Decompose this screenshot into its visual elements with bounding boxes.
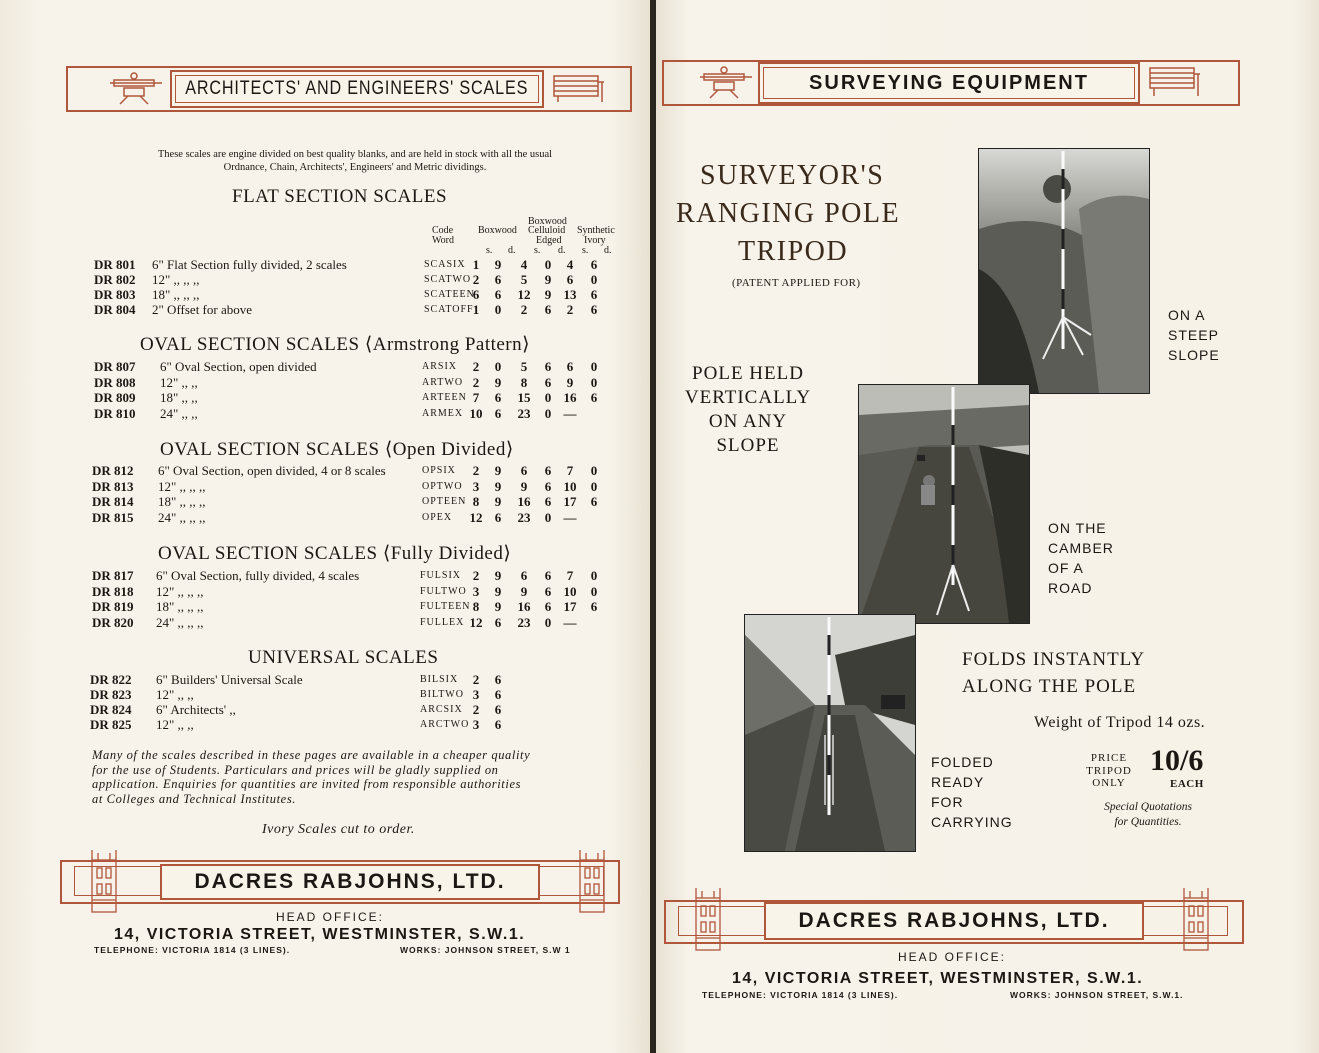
price-cell: 12 — [469, 509, 483, 525]
price-cell: 0 — [494, 359, 502, 374]
price-cell: 4 — [566, 257, 574, 272]
price-cell: 2 — [472, 568, 480, 583]
price-cell: 12 — [469, 614, 483, 630]
item-description: 18" ,, ,, ,, — [152, 287, 200, 302]
code-word: ARCTWO — [420, 719, 470, 730]
price-cell: — — [563, 405, 577, 421]
col-syn2: Ivory — [584, 235, 606, 246]
code-word: SCATWO — [424, 274, 472, 285]
code-word: ARSIX — [422, 361, 458, 372]
price-cell: 6 — [544, 568, 552, 583]
price-cell: 0 — [544, 509, 552, 525]
note-line-4: at Colleges and Technical Institutes. — [92, 791, 297, 806]
item-description: 12" ,, ,, ,, — [158, 478, 206, 494]
photo-folded — [744, 614, 916, 852]
drawing-table-icon — [1146, 64, 1202, 98]
price-cell: 2 — [472, 672, 480, 687]
price-cell: 16 — [517, 494, 531, 509]
theodolite-icon — [106, 70, 166, 106]
catalogue-number: DR 818 — [92, 583, 134, 599]
drawing-table-icon — [550, 72, 606, 104]
code-word: SCASIX — [424, 259, 466, 270]
price-cell: 0 — [544, 614, 552, 630]
item-description: 18" ,, ,, — [160, 390, 198, 405]
code-word: BILTWO — [420, 689, 464, 700]
price-cell: 6 — [494, 614, 502, 630]
col-s: s. — [486, 245, 493, 256]
col-word: Word — [432, 235, 454, 246]
code-word: OPEX — [422, 511, 453, 523]
item-description: 12" ,, ,, — [156, 687, 194, 702]
price-cell: 0 — [590, 583, 598, 599]
price-cell: 16 — [563, 390, 577, 405]
price-cell: 0 — [590, 359, 598, 374]
price-cell: 6 — [494, 405, 502, 421]
code-word: FULSIX — [420, 570, 462, 581]
price-cell: 3 — [472, 478, 480, 494]
price-cell: 0 — [590, 272, 598, 287]
price-cell: 6 — [590, 390, 598, 405]
price-cell: 6 — [494, 702, 502, 717]
code-word: OPSIX — [422, 465, 456, 476]
folds-instantly: FOLDS INSTANTLY ALONG THE POLE — [962, 649, 1146, 697]
photo-steep-slope — [978, 148, 1150, 394]
code-word: FULTWO — [420, 585, 467, 597]
price-cell: 8 — [520, 374, 528, 390]
price-cell: 6 — [544, 599, 552, 614]
catalogue-number: DR 804 — [94, 302, 136, 317]
item-description: 6" Oval Section, open divided — [160, 359, 317, 374]
price-cell: 6 — [590, 494, 598, 509]
price-cell: 12 — [517, 287, 531, 302]
price-cell: 9 — [494, 599, 502, 614]
price-cell: 1 — [472, 302, 480, 317]
item-description: 12" ,, ,, — [160, 374, 198, 390]
photo-camber-road — [858, 384, 1030, 624]
right-address: 14, VICTORIA STREET, WESTMINSTER, S.W.1. — [732, 970, 1144, 987]
catalogue-number: DR 810 — [94, 405, 136, 421]
price-cell: 6 — [590, 599, 598, 614]
price-cell: 6 — [494, 272, 502, 287]
price-cell: 0 — [544, 405, 552, 421]
price-cell: 9 — [494, 463, 502, 478]
left-works: WORKS: JOHNSON STREET, S.W 1 — [400, 945, 571, 955]
price-cell: 6 — [494, 287, 502, 302]
item-description: 12" ,, ,, ,, — [152, 272, 200, 287]
right-telephone: TELEPHONE: VICTORIA 1814 (3 LINES). — [702, 990, 899, 1000]
catalogue-number: DR 814 — [92, 494, 134, 509]
product-title-line-3: TRIPOD — [738, 236, 849, 267]
intro-line-2: Ordnance, Chain, Architects', Engineers' and Metric dividings. — [223, 162, 487, 173]
col-bc1: Boxwood — [528, 216, 567, 227]
item-description: 6" Builders' Universal Scale — [156, 672, 303, 687]
code-word: ARTEEN — [422, 392, 467, 403]
left-page — [0, 0, 650, 1053]
intro-text — [60, 148, 650, 174]
left-header-title: ARCHITECTS' AND ENGINEERS' SCALES — [185, 78, 529, 99]
item-description: 18" ,, ,, ,, — [158, 494, 206, 509]
item-description: 12" ,, ,, ,, — [156, 583, 204, 599]
item-description: 6" Architects' ,, — [156, 702, 236, 717]
oval-fully-title: OVAL SECTION SCALES ⟨Fully Divided⟩ — [158, 543, 512, 564]
oval-open-title: OVAL SECTION SCALES ⟨Open Divided⟩ — [160, 439, 514, 460]
col-code: Code — [432, 225, 454, 236]
price-cell: 10 — [563, 478, 577, 494]
price-value: 10/6 — [1150, 744, 1204, 777]
caption-folded: FOLDED READY FOR CARRYING — [931, 754, 1013, 830]
price-cell: 6 — [566, 272, 574, 287]
price-cell: 0 — [590, 374, 598, 390]
price-cell: 17 — [563, 494, 577, 509]
price-cell: 16 — [517, 599, 531, 614]
left-address: 14, VICTORIA STREET, WESTMINSTER, S.W.1. — [114, 926, 526, 943]
price-each: EACH — [1170, 778, 1204, 790]
col-bc3: Edged — [536, 235, 562, 246]
right-footer-banner — [664, 884, 1244, 954]
col-d: d. — [604, 245, 612, 256]
students-note — [92, 748, 608, 806]
price-cell: 9 — [544, 287, 552, 302]
price-cell: 2 — [520, 302, 528, 317]
price-cell: 1 — [472, 257, 480, 272]
price-cell: 0 — [590, 478, 598, 494]
catalogue-number: DR 819 — [92, 599, 134, 614]
price-cell: 2 — [472, 463, 480, 478]
price-cell: 9 — [494, 478, 502, 494]
catalogue-number: DR 803 — [94, 287, 136, 302]
price-cell: 6 — [544, 302, 552, 317]
price-cell: 6 — [494, 509, 502, 525]
special-line-1: Special Quotations — [1104, 801, 1192, 813]
code-word: ARMEX — [422, 407, 464, 419]
price-cell: 3 — [472, 687, 480, 702]
item-description: 6" Flat Section fully divided, 2 scales — [152, 257, 347, 272]
price-cell: 6 — [566, 359, 574, 374]
note-line-1: Many of the scales described in these pages are available in a cheaper quality — [92, 748, 531, 762]
price-cell: 7 — [566, 463, 574, 478]
price-cell: 9 — [494, 257, 502, 272]
price-cell: 9 — [520, 478, 528, 494]
price-cell: 6 — [494, 672, 502, 687]
special-quotations — [1086, 800, 1210, 830]
col-s: s. — [534, 245, 541, 256]
catalogue-number: DR 809 — [94, 390, 136, 405]
oval-armstrong-title: OVAL SECTION SCALES ⟨Armstrong Pattern⟩ — [140, 334, 531, 355]
product-title-line-1: SURVEYOR'S — [700, 160, 885, 191]
catalogue-number: DR 813 — [92, 478, 134, 494]
price-cell: 6 — [544, 359, 552, 374]
price-cell: 17 — [563, 599, 577, 614]
price-cell: 8 — [472, 494, 480, 509]
price-cell: 0 — [544, 257, 552, 272]
catalogue-number: DR 815 — [92, 509, 134, 525]
col-syn1: Synthetic — [577, 225, 615, 236]
price-cell: 6 — [544, 494, 552, 509]
left-footer-banner — [60, 846, 620, 916]
patent-note: (PATENT APPLIED FOR) — [732, 277, 861, 289]
cathedral-icon — [688, 884, 728, 952]
catalogue-number: DR 802 — [94, 272, 136, 287]
code-word: FULLEX — [420, 616, 465, 628]
price-cell: 23 — [517, 509, 531, 525]
price-cell: 2 — [472, 374, 480, 390]
price-cell: 9 — [566, 374, 574, 390]
code-word: ARTWO — [422, 376, 464, 388]
theodolite-icon — [696, 64, 756, 100]
price-cell: 6 — [520, 568, 528, 583]
price-cell: 9 — [494, 494, 502, 509]
catalogue-number: DR 822 — [90, 672, 132, 687]
caption-steep-slope: ON A STEEP SLOPE — [1168, 307, 1220, 363]
price-cell: 6 — [544, 478, 552, 494]
flat-section-title: FLAT SECTION SCALES — [232, 186, 448, 207]
price-cell: 6 — [472, 287, 480, 302]
price-cell: 6 — [544, 583, 552, 599]
catalogue-number: DR 808 — [94, 374, 136, 390]
price-cell: 23 — [517, 405, 531, 421]
code-word: SCATOFF — [424, 304, 474, 315]
item-description: 24" ,, ,, ,, — [156, 614, 204, 630]
catalogue-number: DR 801 — [94, 257, 136, 272]
item-description: 2" Offset for above — [152, 302, 253, 317]
catalogue-number: DR 812 — [92, 463, 134, 478]
price-cell: 6 — [544, 463, 552, 478]
item-description: 6" Oval Section, fully divided, 4 scales — [156, 568, 360, 583]
price-cell: 6 — [494, 390, 502, 405]
right-page — [656, 0, 1319, 1053]
item-description: 24" ,, ,, ,, — [158, 509, 206, 525]
catalogue-number: DR 823 — [90, 687, 132, 702]
price-cell: — — [563, 614, 577, 630]
code-word: ARCSIX — [420, 704, 463, 715]
product-title-line-2: RANGING POLE — [676, 198, 901, 229]
price-cell: 2 — [566, 302, 574, 317]
caption-pole-vertical: POLE HELD VERTICALLY ON ANY SLOPE — [684, 363, 812, 456]
right-header-title: SURVEYING EQUIPMENT — [809, 71, 1089, 94]
price-cell: 6 — [494, 717, 502, 732]
note-line-2: for the use of Students. Particulars and prices will be gladly supplied on — [92, 762, 499, 777]
price-cell: 6 — [544, 374, 552, 390]
cathedral-icon — [1176, 884, 1216, 952]
catalogue-number: DR 824 — [90, 702, 132, 717]
catalogue-number: DR 817 — [92, 568, 134, 583]
catalogue-number: DR 825 — [90, 717, 132, 732]
ivory-note: Ivory Scales cut to order. — [262, 822, 415, 837]
price-cell: 15 — [517, 390, 531, 405]
price-cell: 9 — [494, 568, 502, 583]
code-word: SCATEEN — [424, 289, 475, 300]
price-cell: 2 — [472, 272, 480, 287]
price-cell: 3 — [472, 583, 480, 599]
code-word: BILSIX — [420, 674, 459, 685]
right-header-banner — [662, 60, 1240, 106]
price-cell: 3 — [472, 717, 480, 732]
code-word: OPTWO — [422, 480, 463, 492]
column-headers — [420, 215, 630, 260]
item-description: 6" Oval Section, open divided, 4 or 8 scales — [158, 463, 386, 478]
col-d: d. — [508, 245, 516, 256]
col-boxwood: Boxwood — [478, 225, 517, 236]
left-head-office: HEAD OFFICE: — [276, 910, 385, 924]
price-cell: 23 — [517, 614, 531, 630]
price-cell: — — [563, 509, 577, 525]
price-cell: 0 — [590, 463, 598, 478]
price-cell: 4 — [520, 257, 528, 272]
price-cell: 10 — [563, 583, 577, 599]
price-cell: 6 — [590, 302, 598, 317]
price-cell: 5 — [520, 272, 528, 287]
cathedral-icon — [572, 846, 612, 914]
item-description: 12" ,, ,, — [156, 717, 194, 732]
right-works: WORKS: JOHNSON STREET, S.W.1. — [1010, 990, 1184, 1000]
right-head-office: HEAD OFFICE: — [898, 950, 1007, 964]
universal-title: UNIVERSAL SCALES — [248, 647, 439, 668]
price-cell: 5 — [520, 359, 528, 374]
price-cell: 10 — [469, 405, 483, 421]
caption-camber-road: ON THE CAMBER OF A ROAD — [1048, 520, 1114, 596]
catalogue-number: DR 820 — [92, 614, 134, 630]
price-cell: 6 — [494, 687, 502, 702]
col-d: d. — [558, 245, 566, 256]
code-word: FULTEEN — [420, 601, 471, 612]
tripod-weight: Weight of Tripod 14 ozs. — [1034, 714, 1206, 731]
special-line-2: for Quantities. — [1114, 816, 1182, 828]
catalogue-number: DR 807 — [94, 359, 136, 374]
col-bc2: Celluloid — [528, 225, 566, 236]
code-word: OPTEEN — [422, 496, 467, 507]
price-cell: 9 — [494, 583, 502, 599]
price-cell: 13 — [563, 287, 577, 302]
price-cell: 2 — [472, 359, 480, 374]
price-cell: 6 — [520, 463, 528, 478]
price-cell: 9 — [544, 272, 552, 287]
price-cell: 9 — [520, 583, 528, 599]
intro-line-1: These scales are engine divided on best quality blanks, and are held in stock with all the usual — [157, 149, 553, 160]
left-telephone: TELEPHONE: VICTORIA 1814 (3 LINES). — [94, 945, 291, 955]
cathedral-icon — [84, 846, 124, 914]
left-header-banner — [66, 66, 632, 112]
price-cell: 8 — [472, 599, 480, 614]
price-cell: 7 — [566, 568, 574, 583]
price-cell: 9 — [494, 374, 502, 390]
price-cell: 6 — [590, 257, 598, 272]
left-company-name: DACRES RABJOHNS, LTD. — [194, 870, 506, 893]
price-cell: 0 — [590, 568, 598, 583]
col-s: s. — [582, 245, 589, 256]
note-line-3: application. Enquiries for quantities are invited from responsible authorities — [92, 777, 522, 791]
price-cell: 0 — [544, 390, 552, 405]
item-description: 18" ,, ,, ,, — [156, 599, 204, 614]
price-cell: 7 — [472, 390, 480, 405]
right-company-name: DACRES RABJOHNS, LTD. — [798, 909, 1110, 932]
price-label: PRICE TRIPOD ONLY — [1086, 752, 1132, 789]
price-cell: 0 — [494, 302, 502, 317]
price-cell: 6 — [590, 287, 598, 302]
item-description: 24" ,, ,, — [160, 405, 198, 421]
price-cell: 2 — [472, 702, 480, 717]
